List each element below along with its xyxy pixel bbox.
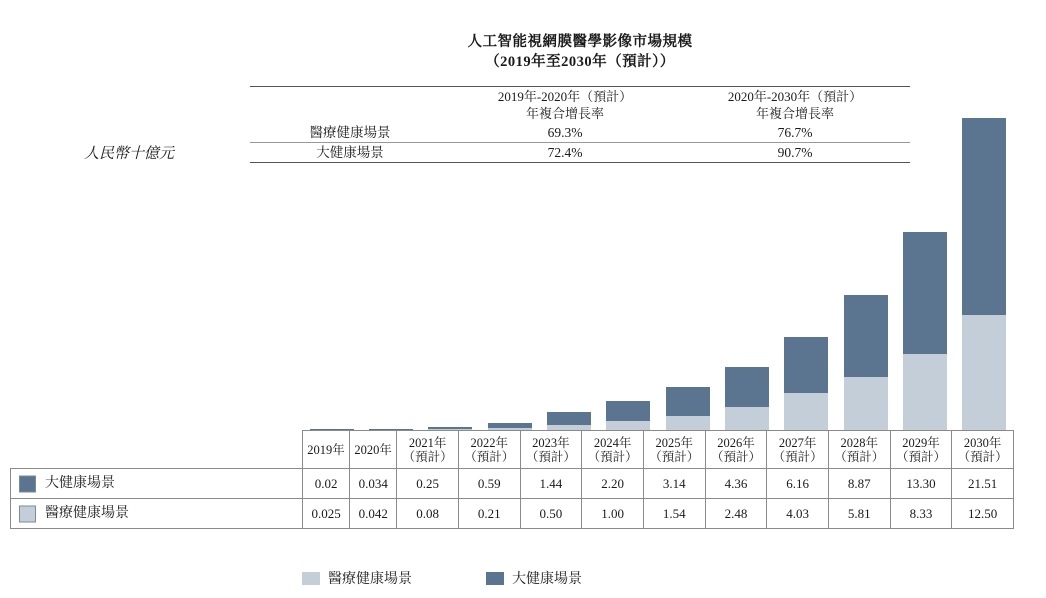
column-header-note: （預計） xyxy=(649,449,700,464)
column-header-year: 2025年 xyxy=(655,435,694,450)
column-header-note: （預計） xyxy=(587,449,638,464)
bar-segment-wellness xyxy=(606,401,650,421)
data-table-cell: 0.042 xyxy=(350,499,397,529)
data-table-cell: 6.16 xyxy=(767,469,829,499)
data-table-column-header xyxy=(582,431,644,469)
data-table-cell: 13.30 xyxy=(890,469,952,499)
data-table-cell: 0.08 xyxy=(397,499,459,529)
data-table-column-header xyxy=(643,431,705,469)
data-table-header-row xyxy=(11,431,1014,469)
column-header-year: 2023年 xyxy=(532,435,570,450)
bar-stack xyxy=(844,295,888,430)
data-table-column-header xyxy=(303,431,350,469)
chart-title xyxy=(250,32,910,72)
column-header-year: 2021年 xyxy=(408,435,447,450)
cagr-healthcare-2019-2020: 69.3% xyxy=(450,123,680,143)
cagr-wellness-2019-2020: 72.4% xyxy=(450,143,680,163)
data-table-cell: 5.81 xyxy=(828,499,890,529)
bar-segment-wellness xyxy=(844,295,888,376)
column-header-year: 2024年 xyxy=(593,435,632,450)
data-table-cell: 1.44 xyxy=(520,469,582,499)
table-row xyxy=(11,469,1014,499)
series-swatch-icon xyxy=(19,475,36,492)
cagr-header-2020-2030-line1: 2020年-2030年（預計） xyxy=(727,89,863,104)
bar-segment-wellness xyxy=(547,412,591,425)
column-header-year: 2030年 xyxy=(963,435,1002,450)
data-table-column-header xyxy=(767,431,829,469)
data-table-column-header xyxy=(520,431,582,469)
column-header-year: 2022年 xyxy=(470,435,509,450)
column-header-year: 2026年 xyxy=(717,435,755,450)
data-table-cell: 0.02 xyxy=(303,469,350,499)
data-table-cell: 3.14 xyxy=(643,469,705,499)
data-table-cell: 8.33 xyxy=(890,499,952,529)
data-table-cell: 8.87 xyxy=(828,469,890,499)
bar-segment-wellness xyxy=(784,337,828,394)
column-header-note: （預計） xyxy=(710,449,761,464)
cagr-wellness-2020-2030: 90.7% xyxy=(680,143,910,163)
chart-title-line-1: 人工智能視網膜醫學影像市場規模 xyxy=(467,34,693,50)
bar-segment-healthcare xyxy=(784,393,828,430)
bar-stack xyxy=(488,423,532,430)
data-table-cell: 2.48 xyxy=(705,499,767,529)
data-table-cell: 12.50 xyxy=(952,499,1014,529)
column-header-year: 2019年 xyxy=(307,442,345,457)
bar-segment-healthcare xyxy=(962,315,1006,430)
series-swatch-icon xyxy=(19,505,36,522)
column-header-year: 2028年 xyxy=(840,435,879,450)
data-table-cell: 4.03 xyxy=(767,499,829,529)
data-table-row-label xyxy=(11,499,303,529)
data-table-cell: 0.21 xyxy=(458,499,520,529)
data-table-cell: 2.20 xyxy=(582,469,644,499)
bar-segment-wellness xyxy=(725,367,769,407)
cagr-header-2020-2030-line2: 年複合增長率 xyxy=(755,106,834,121)
data-table-cell: 1.54 xyxy=(643,499,705,529)
cagr-header-2019-2020-line2: 年複合增長率 xyxy=(525,106,604,121)
legend-label-healthcare: 醫療健康場景 xyxy=(328,572,412,587)
column-header-note: （預計） xyxy=(464,449,515,464)
bar-segment-wellness xyxy=(903,232,947,354)
data-table-cell: 21.51 xyxy=(952,469,1014,499)
bar-stack xyxy=(784,337,828,431)
data-table-cell: 0.034 xyxy=(350,469,397,499)
column-header-note: （預計） xyxy=(525,449,576,464)
column-header-year: 2029年 xyxy=(902,435,940,450)
column-header-note: （預計） xyxy=(895,449,946,464)
chart-title-line-2: （2019年至2030年（預計）） xyxy=(485,54,675,70)
bar-segment-healthcare xyxy=(606,421,650,430)
cagr-row-label-healthcare: 醫療健康場景 xyxy=(250,123,450,143)
bar-segment-wellness xyxy=(962,118,1006,315)
data-table-cell: 1.00 xyxy=(582,499,644,529)
data-table-column-header xyxy=(397,431,459,469)
bar-stack xyxy=(547,412,591,430)
bar-segment-healthcare xyxy=(666,416,710,430)
bar-stack xyxy=(666,387,710,430)
series-label: 醫療健康場景 xyxy=(45,506,129,521)
data-table-cell: 0.59 xyxy=(458,469,520,499)
bar-segment-healthcare xyxy=(844,377,888,430)
bar-segment-healthcare xyxy=(903,354,947,430)
bar-segment-wellness xyxy=(666,387,710,416)
column-header-year: 2020年 xyxy=(354,442,392,457)
data-table-cell: 0.025 xyxy=(303,499,350,529)
legend-item-healthcare xyxy=(302,568,412,588)
cagr-healthcare-2020-2030: 76.7% xyxy=(680,123,910,143)
data-table-cell: 0.50 xyxy=(520,499,582,529)
data-table-column-header xyxy=(890,431,952,469)
cagr-row-label-wellness: 大健康場景 xyxy=(250,143,450,163)
column-header-note: （預計） xyxy=(772,449,823,464)
data-table-column-header xyxy=(828,431,890,469)
column-header-note: （預計） xyxy=(402,449,453,464)
data-table-column-header xyxy=(350,431,397,469)
data-table-column-header xyxy=(705,431,767,469)
data-table-cell: 0.25 xyxy=(397,469,459,499)
data-table-row-label xyxy=(11,469,303,499)
bar-stack xyxy=(725,367,769,430)
legend-item-wellness xyxy=(486,568,582,588)
data-table-column-header xyxy=(952,431,1014,469)
column-header-note: （預計） xyxy=(834,449,885,464)
chart-legend xyxy=(302,568,802,588)
bar-stack xyxy=(606,401,650,430)
data-table-corner-cell xyxy=(11,431,303,469)
bar-segment-healthcare xyxy=(725,407,769,430)
bar-chart-plot-area xyxy=(302,118,1014,430)
bar-stack xyxy=(962,118,1006,430)
column-header-note: （預計） xyxy=(957,449,1008,464)
legend-swatch-icon xyxy=(302,572,320,585)
series-label: 大健康場景 xyxy=(45,476,115,491)
y-axis-caption: 人民幣十億元 xyxy=(84,146,175,162)
table-row xyxy=(11,499,1014,529)
data-table-cell: 4.36 xyxy=(705,469,767,499)
legend-swatch-icon xyxy=(486,572,504,585)
column-header-year: 2027年 xyxy=(778,435,817,450)
data-table xyxy=(10,430,1014,529)
legend-label-wellness: 大健康場景 xyxy=(512,572,582,587)
bar-stack xyxy=(903,232,947,430)
cagr-header-2019-2020-line1: 2019年-2020年（預計） xyxy=(497,89,633,104)
data-table-column-header xyxy=(458,431,520,469)
